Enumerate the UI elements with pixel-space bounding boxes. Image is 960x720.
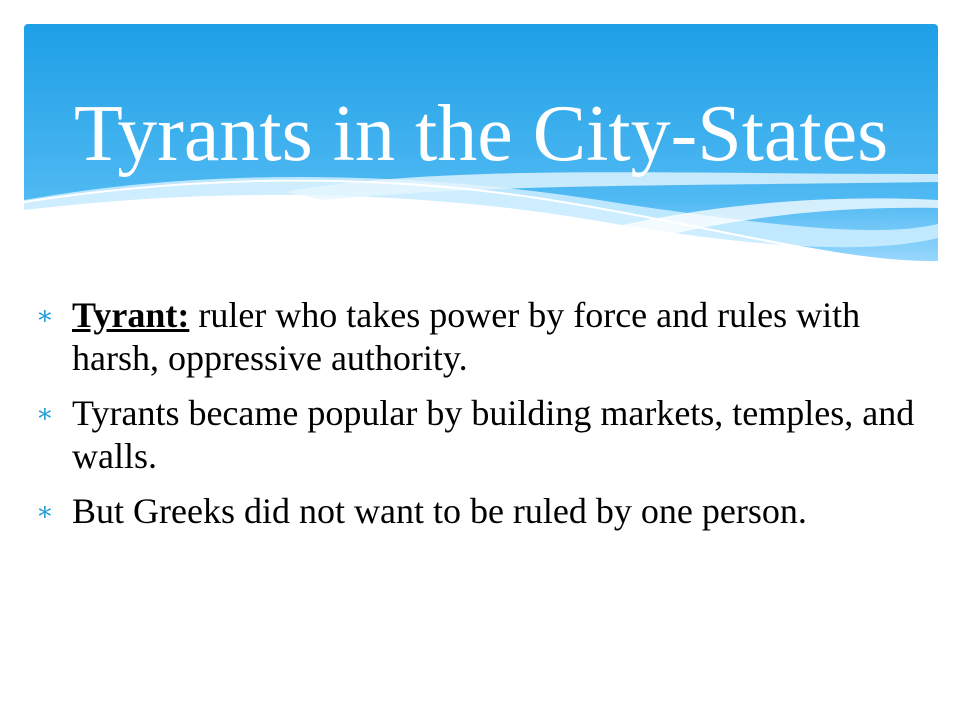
bullet-item xyxy=(36,294,916,380)
bullet-text: But Greeks did not want to be ruled by one person. xyxy=(72,491,807,531)
asterisk-bullet-icon: ∗ xyxy=(36,497,54,526)
slide-title: Tyrants in the City-States xyxy=(74,90,889,178)
bullet-text: ruler who takes power by force and rules with harsh, oppressive authority. xyxy=(72,295,861,378)
term-tyrant: Tyrant: xyxy=(72,295,190,335)
asterisk-bullet-icon: ∗ xyxy=(36,301,54,330)
bullet-item xyxy=(36,392,916,478)
asterisk-bullet-icon: ∗ xyxy=(36,399,54,428)
bullet-text: Tyrants became popular by building markets, temples, and walls. xyxy=(72,393,915,476)
bullet-list xyxy=(36,294,916,545)
bullet-item xyxy=(36,490,916,533)
title-banner xyxy=(24,24,938,274)
